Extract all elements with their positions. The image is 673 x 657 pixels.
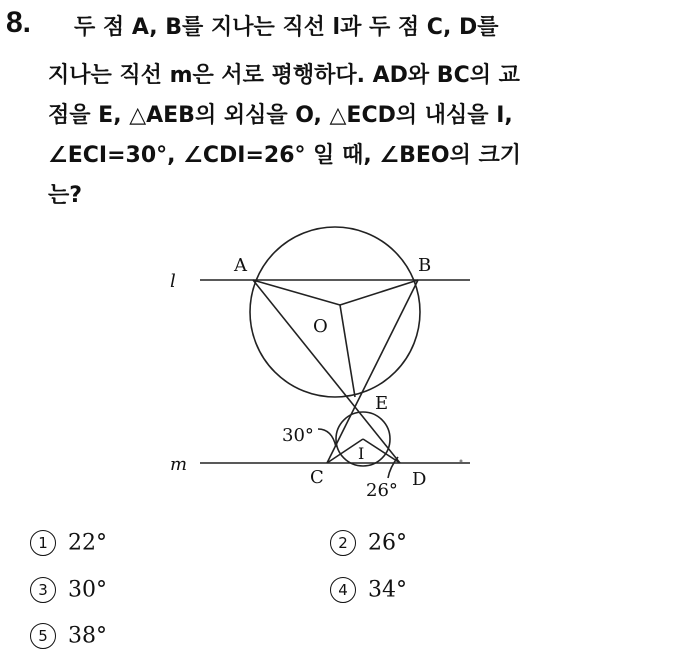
question-line-3: 점을 E, △AEB의 외심을 O, △ECD의 내심을 I, — [48, 103, 513, 128]
question-line-5: 는? — [48, 183, 83, 208]
label-angle-26: 26° — [366, 480, 398, 501]
choice-2[interactable] — [330, 530, 407, 556]
label-O: O — [313, 316, 328, 337]
choice-1-mark: 1 — [30, 530, 56, 556]
segment-AO — [253, 280, 340, 305]
choice-3[interactable] — [30, 577, 107, 603]
choice-1-value: 22° — [68, 530, 107, 556]
point-mark — [460, 460, 463, 463]
choice-3-mark: 3 — [30, 577, 56, 603]
label-D: D — [412, 469, 427, 490]
choice-1[interactable] — [30, 530, 107, 556]
angle-26-marker — [388, 457, 398, 478]
label-m: m — [170, 454, 188, 475]
segment-BO — [340, 280, 418, 305]
angle-30-marker — [318, 429, 336, 447]
question-line-4: ∠ECI=30°, ∠CDI=26° 일 때, ∠BEO의 크기 — [48, 143, 521, 168]
choice-5-value: 38° — [68, 623, 107, 649]
question-number: 8. — [6, 6, 32, 39]
choice-4[interactable] — [330, 577, 407, 603]
choice-4-value: 34° — [368, 577, 407, 603]
label-A: A — [234, 255, 247, 276]
label-C: C — [310, 467, 324, 488]
question-line-2: 지나는 직선 m은 서로 평행하다. AD와 BC의 교 — [48, 63, 520, 88]
choice-5-mark: 5 — [30, 623, 56, 649]
label-l: l — [170, 271, 176, 292]
choice-4-mark: 4 — [330, 577, 356, 603]
label-E: E — [375, 393, 389, 414]
choice-3-value: 30° — [68, 577, 107, 603]
choice-5[interactable] — [30, 623, 107, 649]
choice-2-mark: 2 — [330, 530, 356, 556]
geometry-figure — [150, 215, 480, 505]
segment-EO — [340, 305, 355, 397]
circumcircle — [250, 227, 420, 397]
label-I: I — [358, 444, 365, 463]
label-angle-30: 30° — [282, 425, 314, 446]
choice-2-value: 26° — [368, 530, 407, 556]
question-line-1: 두 점 A, B를 지나는 직선 l과 두 점 C, D를 — [74, 15, 499, 40]
label-B: B — [418, 255, 432, 276]
